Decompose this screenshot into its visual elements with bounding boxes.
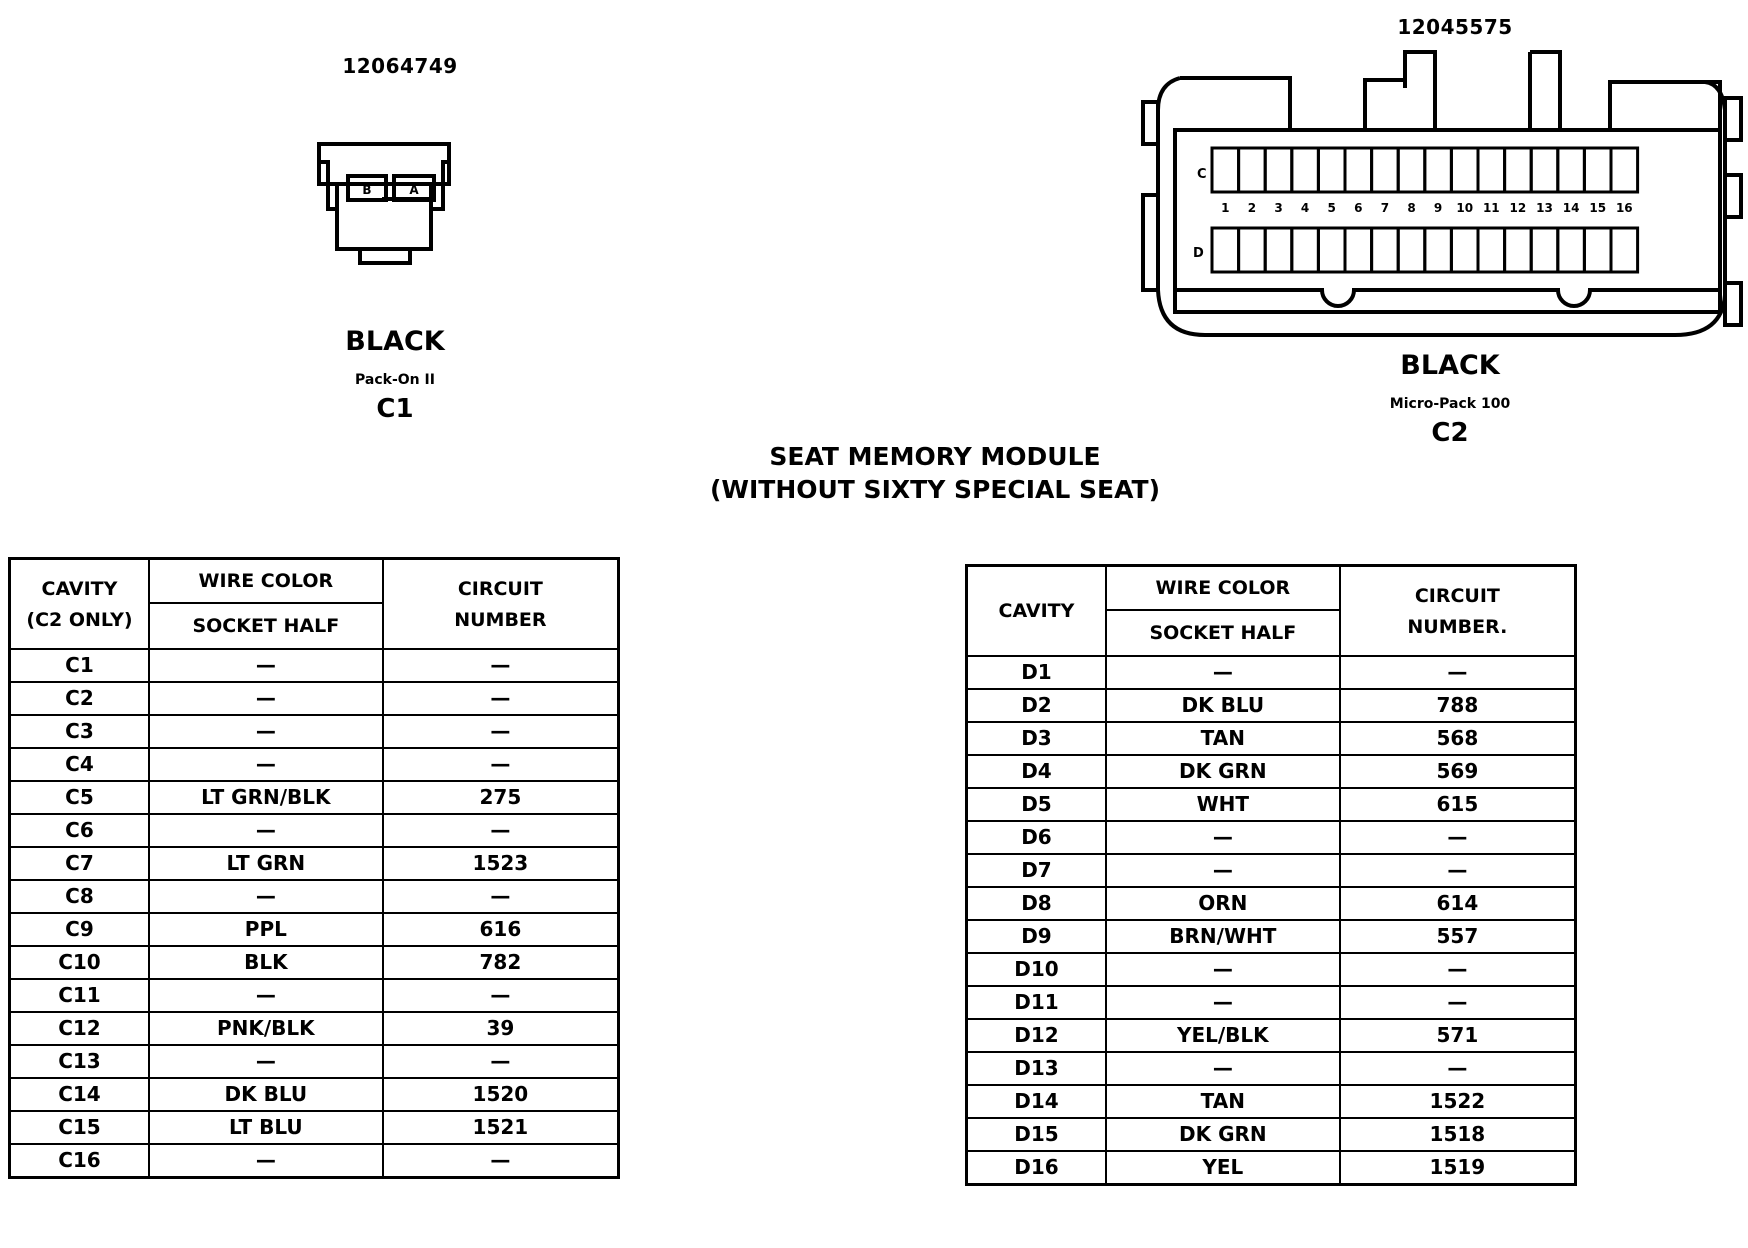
module-title [700, 440, 1170, 506]
c2-color: BLACK [1400, 350, 1500, 381]
c2-pin-number: 3 [1274, 201, 1283, 215]
c2-cavity-c [1558, 148, 1585, 192]
circuit-number-cell: — [1340, 656, 1576, 689]
wire-color-cell: — [1106, 854, 1340, 887]
c2-cavity-d [1398, 228, 1425, 272]
table-row [967, 887, 1576, 920]
table-row [967, 920, 1576, 953]
circuit-number-cell: 615 [1340, 788, 1576, 821]
wire-color-cell: YEL [1106, 1151, 1340, 1185]
wire-color-cell: YEL/BLK [1106, 1019, 1340, 1052]
circuit-number-cell: 571 [1340, 1019, 1576, 1052]
header-wire-color: WIRE COLOR [1106, 566, 1340, 611]
header-socket-half: SOCKET HALF [149, 603, 383, 649]
c2-cavity-c [1345, 148, 1372, 192]
table-row [967, 722, 1576, 755]
c2-cavity-c [1318, 148, 1345, 192]
cavity-table-c [8, 557, 620, 1179]
cavity-cell: D5 [967, 788, 1106, 821]
cavity-cell: C2 [10, 682, 149, 715]
circuit-number-cell: 1520 [383, 1078, 619, 1111]
cavity-cell: D14 [967, 1085, 1106, 1118]
cavity-cell: C7 [10, 847, 149, 880]
wire-color-cell: — [149, 814, 383, 847]
table-row [10, 913, 619, 946]
table-row [967, 986, 1576, 1019]
circuit-number-cell: — [383, 715, 619, 748]
cavity-cell: D2 [967, 689, 1106, 722]
wire-color-cell: LT GRN/BLK [149, 781, 383, 814]
cavity-cell: C13 [10, 1045, 149, 1078]
circuit-number-cell: 616 [383, 913, 619, 946]
c2-pin-number: 5 [1327, 201, 1336, 215]
table-row [10, 1144, 619, 1178]
table-row [967, 1052, 1576, 1085]
c1-type: Pack-On II [355, 372, 435, 388]
c2-cavity-c [1451, 148, 1478, 192]
cavity-cell: C11 [10, 979, 149, 1012]
table-row [10, 1111, 619, 1144]
header-socket-half: SOCKET HALF [1106, 610, 1340, 656]
table-row [967, 788, 1576, 821]
c1-connector-drawing [310, 135, 470, 280]
c2-cavity-c [1372, 148, 1399, 192]
wire-color-cell: — [149, 715, 383, 748]
circuit-number-cell: 1522 [1340, 1085, 1576, 1118]
c2-cavity-d [1478, 228, 1505, 272]
c2-cavity-c [1505, 148, 1532, 192]
c2-pin-number: 9 [1433, 201, 1443, 215]
table-row [967, 656, 1576, 689]
c2-pin-number: 14 [1562, 201, 1580, 215]
circuit-number-cell: — [383, 979, 619, 1012]
c1-color: BLACK [345, 326, 445, 357]
wire-color-cell: LT BLU [149, 1111, 383, 1144]
c1-part-number: 12064749 [342, 54, 458, 78]
header-circuit-line1: CIRCUIT [1414, 584, 1500, 607]
table-row [967, 953, 1576, 986]
circuit-number-cell: — [383, 880, 619, 913]
cavity-cell: D10 [967, 953, 1106, 986]
circuit-number-cell: — [1340, 821, 1576, 854]
c2-cavity-d [1558, 228, 1585, 272]
wire-color-cell: — [149, 649, 383, 682]
wire-color-cell: ORN [1106, 887, 1340, 920]
table-row [10, 649, 619, 682]
table-row [10, 715, 619, 748]
c2-pin-number: 10 [1456, 201, 1474, 215]
wire-color-cell: — [1106, 986, 1340, 1019]
c2-cavity-d [1318, 228, 1345, 272]
table-row [10, 847, 619, 880]
c1-id: C1 [376, 394, 414, 424]
c2-pin-number: 15 [1589, 201, 1607, 215]
table-row [967, 821, 1576, 854]
cavity-cell: D9 [967, 920, 1106, 953]
wire-color-cell: — [1106, 953, 1340, 986]
cavity-cell: D7 [967, 854, 1106, 887]
table-row [10, 880, 619, 913]
cavity-cell: D12 [967, 1019, 1106, 1052]
c2-cavity-c [1292, 148, 1319, 192]
table-row [10, 814, 619, 847]
wire-color-cell: — [1106, 1052, 1340, 1085]
c2-pin-number: 7 [1380, 201, 1390, 215]
cavity-cell: C6 [10, 814, 149, 847]
circuit-number-cell: — [383, 748, 619, 781]
c2-pin-number: 8 [1407, 201, 1416, 215]
c2-cavity-c [1239, 148, 1266, 192]
circuit-number-cell: — [1340, 953, 1576, 986]
c2-cavity-d [1611, 228, 1638, 272]
wire-color-cell: DK BLU [1106, 689, 1340, 722]
cavity-cell: C9 [10, 913, 149, 946]
circuit-number-cell: 1523 [383, 847, 619, 880]
cavity-cell: C14 [10, 1078, 149, 1111]
title-line-1: SEAT MEMORY MODULE [769, 442, 1101, 471]
wire-color-cell: — [149, 979, 383, 1012]
c2-cavity-c [1425, 148, 1452, 192]
circuit-number-cell: — [1340, 854, 1576, 887]
table-c-body [10, 649, 619, 1178]
circuit-number-cell: 614 [1340, 887, 1576, 920]
c2-cavity-c [1584, 148, 1611, 192]
circuit-number-cell: — [383, 814, 619, 847]
c2-pin-number: 11 [1482, 201, 1500, 215]
circuit-number-cell: 788 [1340, 689, 1576, 722]
header-wire-color: WIRE COLOR [149, 559, 383, 604]
circuit-number-cell: 39 [383, 1012, 619, 1045]
c2-cavity-c [1398, 148, 1425, 192]
cavity-cell: D8 [967, 887, 1106, 920]
header-circuit-line2: NUMBER [454, 608, 547, 631]
c2-connector-drawing [1130, 40, 1748, 350]
wire-color-cell: — [149, 1045, 383, 1078]
c2-cavity-c [1531, 148, 1558, 192]
wire-color-cell: — [149, 682, 383, 715]
cavity-cell: C15 [10, 1111, 149, 1144]
wire-color-cell: PNK/BLK [149, 1012, 383, 1045]
wire-color-cell: — [149, 880, 383, 913]
c2-row-c-label: C [1197, 167, 1207, 182]
cavity-cell: D15 [967, 1118, 1106, 1151]
table-d-body [967, 656, 1576, 1185]
table-row [10, 748, 619, 781]
wire-color-cell: DK GRN [1106, 1118, 1340, 1151]
wire-color-cell: PPL [149, 913, 383, 946]
c1-pin-a-label: A [409, 183, 419, 197]
wire-color-cell: TAN [1106, 1085, 1340, 1118]
c2-cavity-d [1505, 228, 1532, 272]
cavity-cell: C8 [10, 880, 149, 913]
circuit-number-cell: 782 [383, 946, 619, 979]
c2-pin-number: 2 [1247, 201, 1257, 215]
circuit-number-cell: — [383, 682, 619, 715]
cavity-cell: C3 [10, 715, 149, 748]
wire-color-cell: TAN [1106, 722, 1340, 755]
header-cavity [10, 559, 149, 650]
cavity-cell: D3 [967, 722, 1106, 755]
c2-cavity-d [1425, 228, 1452, 272]
circuit-number-cell: 1519 [1340, 1151, 1576, 1185]
cavity-cell: D4 [967, 755, 1106, 788]
wire-color-cell: LT GRN [149, 847, 383, 880]
c2-pin-number: 16 [1615, 201, 1633, 215]
circuit-number-cell: — [1340, 986, 1576, 1019]
c1-pin-b-label: B [362, 183, 372, 197]
c2-cavity-d [1292, 228, 1319, 272]
wire-color-cell: — [149, 748, 383, 781]
cavity-cell: C5 [10, 781, 149, 814]
c2-pin-number: 13 [1536, 201, 1553, 215]
wire-color-cell: — [1106, 821, 1340, 854]
cavity-cell: C12 [10, 1012, 149, 1045]
header-circuit [1340, 566, 1576, 657]
circuit-number-cell: 568 [1340, 722, 1576, 755]
circuit-number-cell: 557 [1340, 920, 1576, 953]
c2-cavity-c [1611, 148, 1638, 192]
cavity-cell: C16 [10, 1144, 149, 1178]
cavity-cell: D16 [967, 1151, 1106, 1185]
c2-cavity-d [1451, 228, 1478, 272]
circuit-number-cell: 275 [383, 781, 619, 814]
table-row [967, 689, 1576, 722]
table-row [967, 854, 1576, 887]
c2-row-d-label: D [1193, 246, 1204, 261]
table-row [10, 979, 619, 1012]
table-row [967, 755, 1576, 788]
c2-part-number: 12045575 [1397, 15, 1513, 39]
circuit-number-cell: — [383, 649, 619, 682]
c2-cavity-c [1265, 148, 1292, 192]
c2-cavity-d [1212, 228, 1239, 272]
table-row [10, 1012, 619, 1045]
c2-cavity-c [1212, 148, 1239, 192]
c2-cavity-d [1239, 228, 1266, 272]
circuit-number-cell: 1521 [383, 1111, 619, 1144]
header-cavity: CAVITY [967, 566, 1106, 657]
header-cavity-sub: (C2 ONLY) [26, 608, 133, 631]
table-row [967, 1151, 1576, 1185]
header-circuit [383, 559, 619, 650]
c2-cavity-d [1584, 228, 1611, 272]
wire-color-cell: BLK [149, 946, 383, 979]
cavity-cell: C4 [10, 748, 149, 781]
table-row [967, 1118, 1576, 1151]
wire-color-cell: DK BLU [149, 1078, 383, 1111]
wire-color-cell: WHT [1106, 788, 1340, 821]
table-row [10, 1045, 619, 1078]
cavity-cell: D6 [967, 821, 1106, 854]
wire-color-cell: — [149, 1144, 383, 1178]
c2-cavity-d [1265, 228, 1292, 272]
c2-pin-number: 6 [1354, 201, 1363, 215]
c2-pin-number: 4 [1300, 201, 1310, 215]
c2-cavity-d [1531, 228, 1558, 272]
c2-cavity-d [1372, 228, 1399, 272]
table-row [10, 682, 619, 715]
circuit-number-cell: 569 [1340, 755, 1576, 788]
circuit-number-cell: — [1340, 1052, 1576, 1085]
title-line-2: (WITHOUT SIXTY SPECIAL SEAT) [709, 475, 1161, 504]
cavity-cell: C1 [10, 649, 149, 682]
c2-pin-number: 1 [1221, 201, 1230, 215]
cavity-cell: D11 [967, 986, 1106, 1019]
header-circuit-line1: CIRCUIT [457, 577, 543, 600]
cavity-cell: C10 [10, 946, 149, 979]
circuit-number-cell: — [383, 1144, 619, 1178]
c2-pin-number: 12 [1509, 201, 1527, 215]
c2-cavity-d [1345, 228, 1372, 272]
wire-color-cell: — [1106, 656, 1340, 689]
header-cavity-label: CAVITY [41, 577, 118, 600]
header-circuit-line2: NUMBER. [1407, 615, 1508, 638]
c2-cavity-c [1478, 148, 1505, 192]
circuit-number-cell: 1518 [1340, 1118, 1576, 1151]
wire-color-cell: BRN/WHT [1106, 920, 1340, 953]
c2-type: Micro-Pack 100 [1389, 396, 1511, 412]
cavity-cell: D13 [967, 1052, 1106, 1085]
table-row [967, 1019, 1576, 1052]
table-row [10, 946, 619, 979]
table-row [10, 1078, 619, 1111]
cavity-table-d [965, 564, 1577, 1186]
c2-id: C2 [1431, 418, 1469, 448]
wire-color-cell: DK GRN [1106, 755, 1340, 788]
table-row [10, 781, 619, 814]
circuit-number-cell: — [383, 1045, 619, 1078]
cavity-cell: D1 [967, 656, 1106, 689]
table-row [967, 1085, 1576, 1118]
